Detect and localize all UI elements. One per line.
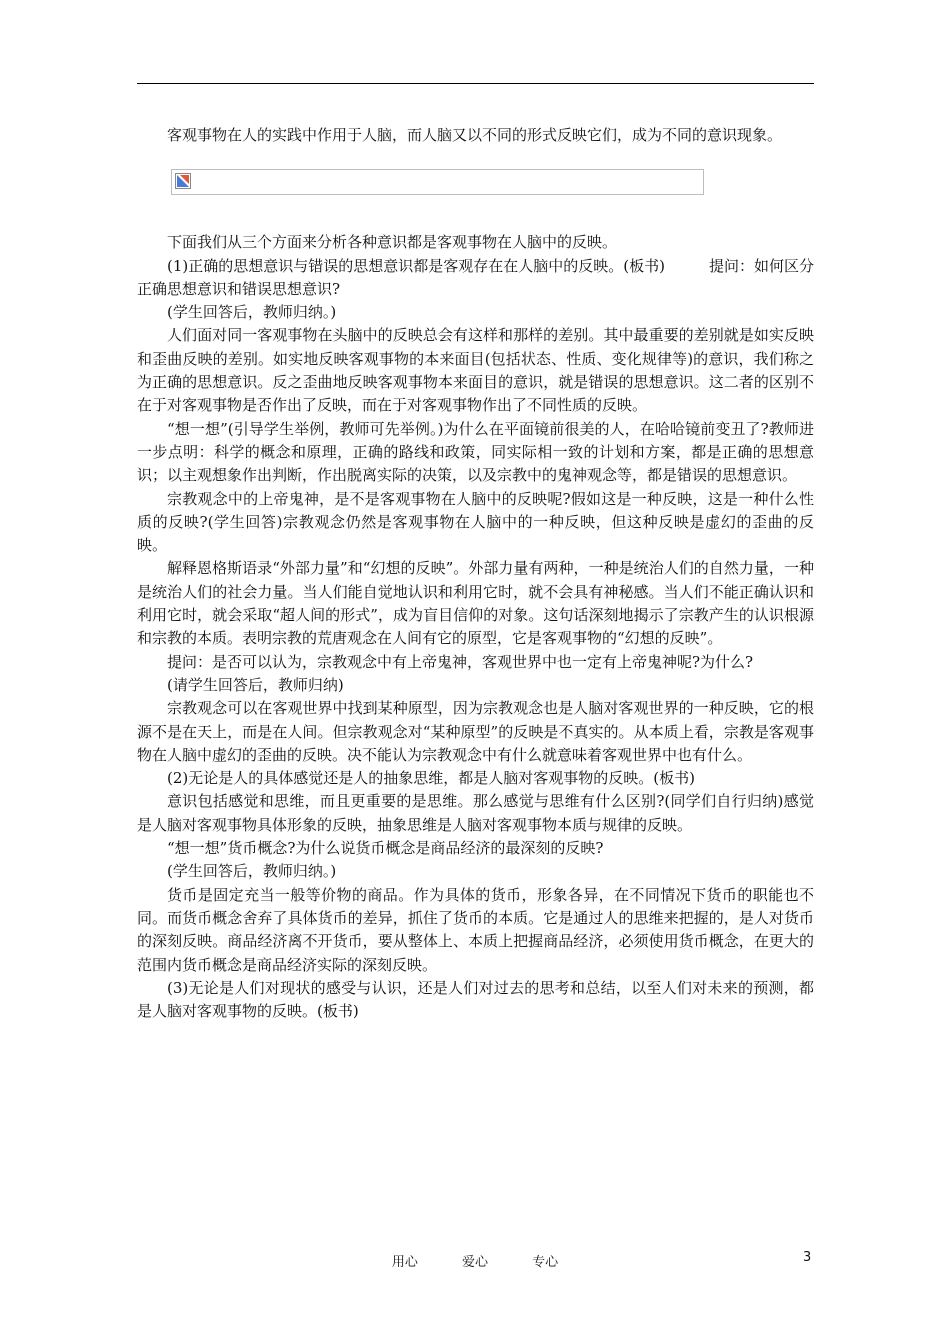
footer-slogan-item: 专心 xyxy=(532,1255,559,1270)
paragraph: “想一想”(引导学生举例，教师可先举例。)为什么在平面镜前很美的人，在哈哈镜前变丑了?教师进一步点明：科学的概念和原理，正确的路线和政策，同实际相一致的计划和方案，都是正确的思想意识；以主观想象作出判断，作出脱离实际的决策，以及宗教中的鬼神观念等，都是错误的思想意识。 xyxy=(137,419,814,485)
embedded-image-placeholder xyxy=(171,169,704,195)
paragraph: 提问：是否可以认为，宗教观念中有上帝鬼神，客观世界中也一定有上帝鬼神呢?为什么? xyxy=(167,652,754,671)
paragraph: 客观事物在人的实践中作用于人脑，而人脑又以不同的形式反映它们，成为不同的意识现象。 xyxy=(167,126,783,144)
paragraph-part: 提问：如何区分正确思想意识和错误思想意识? xyxy=(137,256,814,298)
paragraph: 下面我们从三个方面来分析各种意识都是客观事物在人脑中的反映。 xyxy=(167,233,618,252)
paragraph: (学生回答后，教师归纳。) xyxy=(167,303,337,322)
paragraph: (请学生回答后，教师归纳) xyxy=(167,675,344,694)
paragraph: (3)无论是人们对现状的感受与认识，还是人们对过去的思考和总结，以至人们对未来的预测，都是人脑对客观事物的反映。(板书) xyxy=(137,978,814,1021)
paragraph-part: (1)正确的思想意识与错误的思想意识都是客观存在在人脑中的反映。(板书) xyxy=(167,256,665,275)
header-rule xyxy=(137,83,814,84)
paragraph: 宗教观念中的上帝鬼神，是不是客观事物在人脑中的反映呢?假如这是一种反映，这是一种什么性质的反映?(学生回答)宗教观念仍然是客观事物在人脑中的一种反映，但这种反映是虚幻的歪曲的反映。 xyxy=(137,489,814,555)
paragraph: 解释恩格斯语录“外部力量”和“幻想的反映”。外部力量有两种，一种是统治人们的自然力量，一种是统治人们的社会力量。当人们能自觉地认识和利用它时，就不会具有神秘感。当人们不能正确认识和利用它时，就会采取“超人间的形式”，成为盲目信仰的对象。这句话深刻地揭示了宗教产生的认识根源和宗教的本质。表明宗教的荒唐观念在人间有它的原型，它是客观事物的“幻想的反映”。 xyxy=(137,559,814,648)
document-body xyxy=(137,124,814,1023)
paragraph: “想一想”货币概念?为什么说货币概念是商品经济的最深刻的反映? xyxy=(167,839,604,858)
paragraph: 货币是固定充当一般等价物的商品。作为具体的货币，形象各异，在不同情况下货币的职能也不同。而货币概念舍弃了具体货币的差异，抓住了货币的本质。它是通过人的思维来把握的，是人对货币的深刻反映。商品经济离不开货币，要从整体上、本质上把握商品经济，必须使用货币概念，在更大的范围内货币概念是商品经济实际的深刻反映。 xyxy=(137,885,814,974)
paragraph: 人们面对同一客观事物在头脑中的反映总会有这样和那样的差别。其中最重要的差别就是如实反映和歪曲反映的差别。如实地反映客观事物的本来面目(包括状态、性质、变化规律等)的意识，我们称之为正确的思想意识。反之歪曲地反映客观事物本来面目的意识，就是错误的思想意识。这二者的区别不在于对客观事物是否作出了反映，而在于对客观事物作出了不同性质的反映。 xyxy=(137,326,814,415)
broken-image-icon xyxy=(175,173,191,189)
paragraph: 宗教观念可以在客观世界中找到某种原型，因为宗教观念也是人脑对客观世界的一种反映，它的根源不是在天上，而是在人间。但宗教观念对“某种原型”的反映是不真实的。从本质上看，宗教是客观事物在人脑中虚幻的歪曲的反映。决不能认为宗教观念中有什么就意味着客观世界中也有什么。 xyxy=(137,699,814,764)
page-number: 3 xyxy=(803,1250,812,1265)
footer-slogan-item: 爱心 xyxy=(461,1255,488,1270)
paragraph: 意识包括感觉和思维，而且更重要的是思维。那么感觉与思维有什么区别?(同学们自行归纳)感觉是人脑对客观事物具体形象的反映，抽象思维是人脑对客观事物本质与规律的反映。 xyxy=(137,792,814,834)
paragraph: (2)无论是人的具体感觉还是人的抽象思维，都是人脑对客观事物的反映。(板书) xyxy=(167,769,695,788)
paragraph xyxy=(137,255,814,302)
paragraph: (学生回答后，教师归纳。) xyxy=(167,862,337,881)
footer-slogan-item: 用心 xyxy=(391,1255,418,1270)
